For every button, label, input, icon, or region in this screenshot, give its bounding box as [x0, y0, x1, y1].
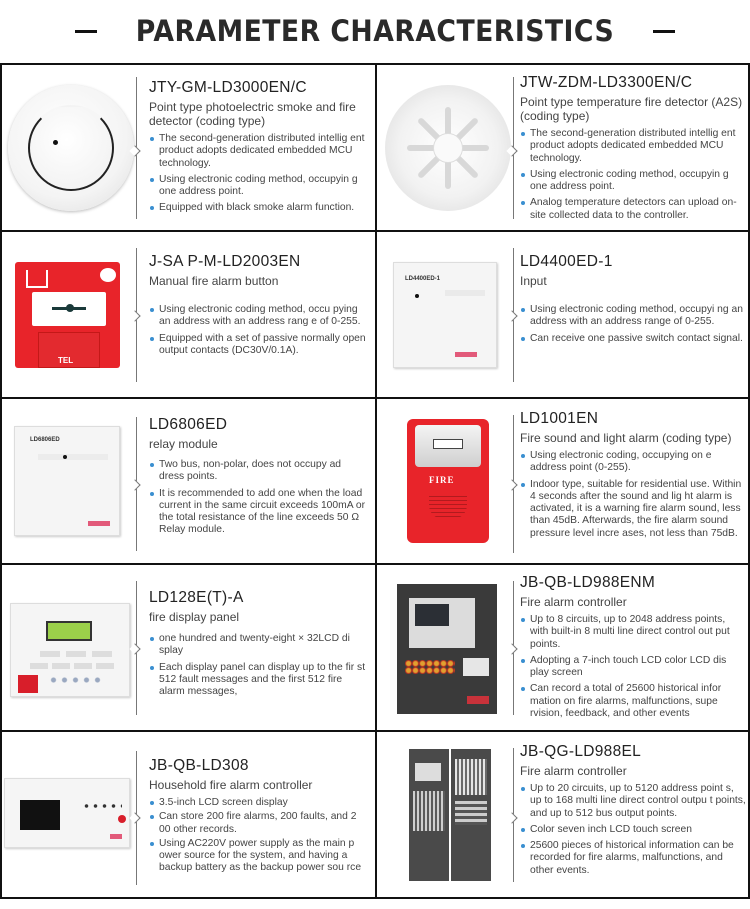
feature-list	[149, 304, 369, 357]
feature-item: Using electronic coding method, occupyi ng an address with an address range of 0-255.	[520, 304, 746, 329]
feature-item: Using electronic coding, occupying on e address point (0-255).	[520, 450, 746, 475]
strobe-light-icon	[433, 439, 463, 449]
product-subtitle: Input	[520, 274, 547, 288]
product-subtitle: Point type temperature fire detector (A2S) (coding type)	[520, 95, 743, 123]
feature-item: Adopting a 7-inch touch LCD color LCD dis play screen	[520, 655, 746, 680]
product-card	[377, 565, 750, 730]
product-card	[377, 232, 750, 397]
feature-item: Each display panel can display up to the fir st 512 fault messages and the first 512 fire alarm messages,	[149, 662, 369, 699]
feature-list	[520, 450, 746, 540]
feature-item: Two bus, non-polar, does not occupy ad dress points.	[149, 459, 369, 484]
product-card	[0, 732, 375, 897]
feature-list	[520, 304, 746, 345]
sounder-strobe-image	[385, 417, 510, 545]
product-card	[0, 565, 375, 730]
household-controller-image	[2, 778, 132, 850]
product-subtitle: Point type photoelectric smoke and fire detector (coding type)	[149, 100, 356, 128]
feature-item: Up to 20 circuits, up to 5120 address point s, up to 168 multi line direct control outpu t points, and up to 512 bus output points.	[520, 783, 746, 820]
product-model: JB-QG-LD988EL	[520, 743, 642, 760]
feature-item: Color seven inch LCD touch screen	[520, 824, 746, 836]
feature-item: Equipped with a set of passive normally open output contacts (DC30V/0.1A).	[149, 333, 369, 358]
product-info	[520, 573, 746, 724]
feature-list	[149, 459, 369, 537]
brand-logo	[455, 352, 477, 357]
cabinet-controller-image	[385, 749, 510, 883]
input-module-image	[385, 262, 510, 370]
product-subtitle: Household fire alarm controller	[149, 778, 313, 792]
product-model: LD1001EN	[520, 410, 599, 427]
alarm-button	[118, 815, 126, 823]
product-model: LD6806ED	[149, 416, 228, 433]
feature-list	[149, 133, 369, 215]
product-model: JTW-ZDM-LD3300EN/C	[520, 74, 693, 91]
brand-logo	[110, 834, 122, 839]
product-subtitle: Fire alarm controller	[520, 764, 627, 778]
product-card	[0, 399, 375, 563]
warning-sticker	[18, 675, 38, 693]
feature-item: It is recommended to add one when the load current in the same circuit exceeds 100mA or the total resistance of the line exceeds 50 Ω Relay module.	[149, 488, 369, 537]
product-card	[0, 232, 375, 397]
product-card	[377, 65, 750, 230]
module-label: LD6806ED	[30, 437, 60, 443]
fire-display-panel-image	[8, 603, 133, 699]
product-subtitle: Fire alarm controller	[520, 595, 627, 609]
product-subtitle: Fire sound and light alarm (coding type)	[520, 431, 732, 445]
feature-item: Indoor type, suitable for residential use. Within 4 seconds after the sound and lig ht alarm is activated, it is a warning fire alarm sound, less than 45dB. Afterwards, the fire alarm sound pressure level incre ases, not less than 75dB.	[520, 479, 746, 540]
product-model: LD4400ED-1	[520, 253, 613, 270]
house-icon	[26, 270, 48, 288]
lcd-screen	[415, 604, 449, 626]
brand-logo	[88, 521, 110, 526]
feature-list	[520, 128, 746, 222]
heat-detector-image	[385, 85, 510, 211]
manual-call-point-image	[8, 262, 133, 370]
product-card	[0, 65, 375, 230]
feature-list	[149, 797, 369, 875]
smoke-detector-image	[8, 85, 133, 211]
product-subtitle: relay module	[149, 437, 218, 451]
page-title: PARAMETER CHARACTERISTICS	[135, 14, 615, 48]
dash-right-decoration	[653, 30, 675, 33]
relay-module-image	[8, 426, 133, 538]
lcd-screen	[20, 800, 60, 830]
feature-item: Using electronic coding method, occupyin g one address point.	[520, 169, 746, 194]
brand-logo	[467, 696, 489, 704]
feature-item: one hundred and twenty-eight × 32LCD di splay	[149, 633, 369, 658]
tel-label: TEL	[58, 356, 74, 365]
speaker-grille	[429, 493, 467, 519]
feature-item: Using electronic coding method, occupyin g one address point.	[149, 174, 369, 199]
feature-list	[520, 783, 746, 877]
product-info	[149, 415, 369, 541]
product-info	[520, 73, 746, 226]
product-card	[377, 732, 750, 897]
module-label: LD4400ED-1	[405, 276, 441, 282]
product-subtitle: Manual fire alarm button	[149, 274, 279, 288]
ccc-mark-icon	[100, 268, 116, 282]
fire-label: FIRE	[429, 475, 455, 485]
page-header	[0, 0, 750, 62]
product-model: LD128E(T)-A	[149, 589, 244, 606]
wall-controller-image	[385, 584, 510, 714]
feature-item: Can store 200 fire alarms, 200 faults, and 2 00 other records.	[149, 811, 369, 836]
feature-item: Equipped with black smoke alarm function.	[149, 202, 369, 214]
product-info	[149, 588, 369, 702]
product-model: JTY-GM-LD3000EN/C	[149, 79, 307, 96]
feature-item: The second-generation distributed intellig ent product adopts dedicated embedded MCU technology.	[520, 128, 746, 165]
feature-item: Using AC220V power supply as the main p ower source for the system, and having a backup battery as the backup power sou rce	[149, 838, 369, 875]
product-model: JB-QB-LD988ENM	[520, 574, 656, 591]
feature-list	[520, 614, 746, 720]
lcd-screen	[46, 621, 92, 641]
product-info	[149, 252, 369, 361]
feature-item: Analog temperature detectors can upload on-site collected data to the controller.	[520, 197, 746, 222]
feature-item: Can receive one passive switch contact signal.	[520, 333, 746, 345]
product-model: J-SA P-M-LD2003EN	[149, 253, 301, 270]
feature-item: Can record a total of 25600 historical infor mation on fire alarms, malfunctions, supe rvision, feedback, and other events	[520, 683, 746, 720]
printer-slot	[463, 658, 489, 676]
product-info	[149, 78, 369, 219]
product-info	[520, 742, 746, 881]
feature-item: 25600 pieces of historical information can be recorded for fire alarms, malfunctions, and other events.	[520, 840, 746, 877]
feature-list	[149, 633, 369, 698]
feature-item: Using electronic coding method, occu pying an address with an address rang e of 0-255.	[149, 304, 369, 329]
product-card	[377, 399, 750, 563]
feature-item: 3.5-inch LCD screen display	[149, 797, 369, 809]
product-model: JB-QB-LD308	[149, 757, 249, 774]
lcd-screen	[415, 763, 441, 781]
product-info	[520, 409, 746, 544]
product-info	[520, 252, 746, 349]
feature-item: The second-generation distributed intellig ent product adopts dedicated embedded MCU technology.	[149, 133, 369, 170]
dash-left-decoration	[75, 30, 97, 33]
product-info	[149, 756, 369, 879]
product-subtitle: fire display panel	[149, 610, 240, 624]
feature-item: Up to 8 circuits, up to 2048 address points, with built-in 8 multi line direct control out put points.	[520, 614, 746, 651]
